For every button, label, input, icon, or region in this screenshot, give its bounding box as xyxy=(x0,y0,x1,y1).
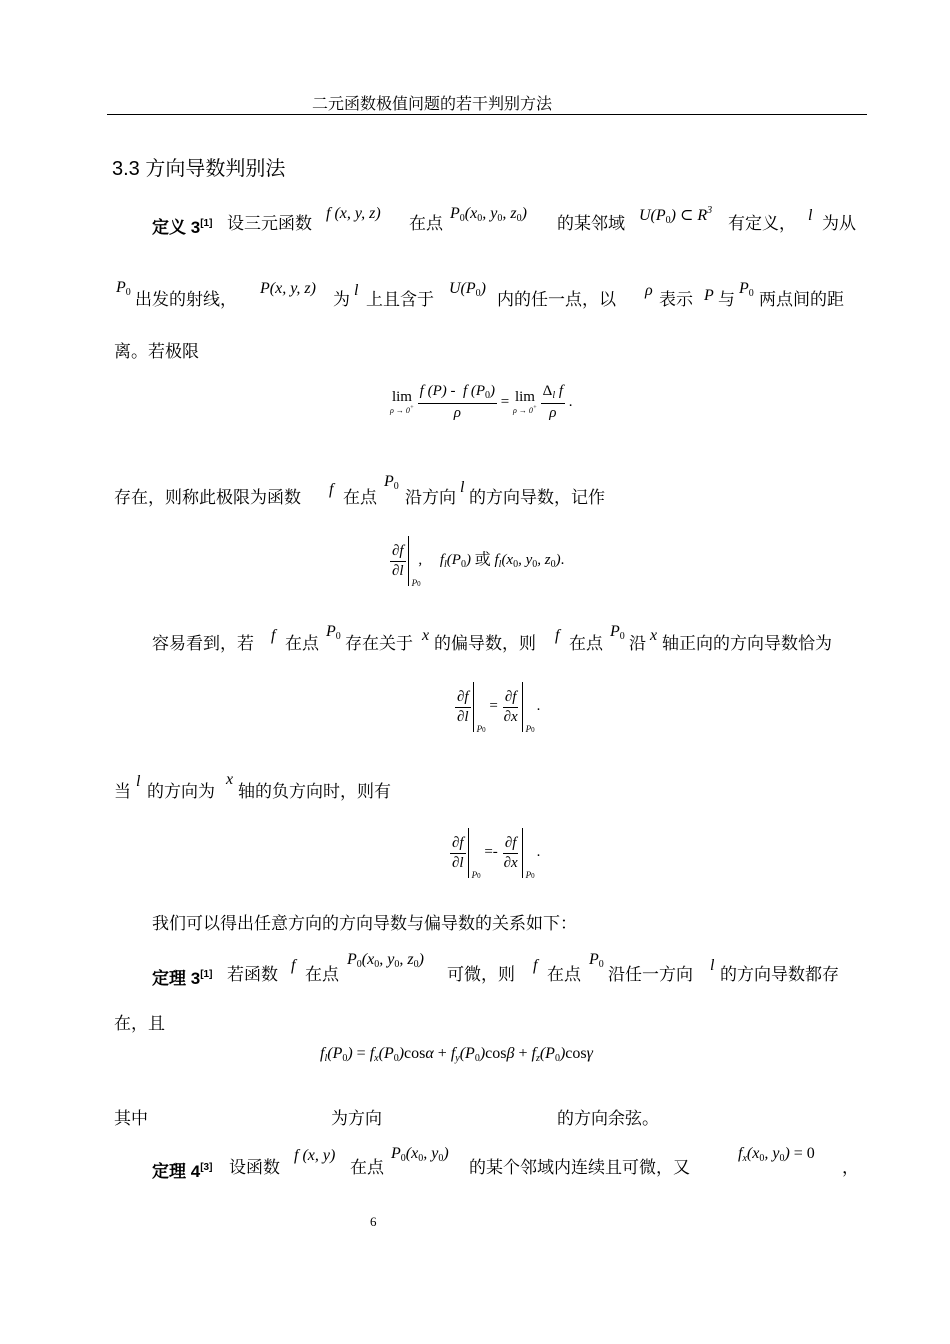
math-f-xyz: f (x, y, z) xyxy=(326,205,381,222)
thm4-text-3: 的某个邻域内连续且可微，又 xyxy=(469,1158,690,1178)
definition-3-cite: [1] xyxy=(200,218,213,229)
definition-3-label: 定义 3 xyxy=(152,218,201,237)
page-number: 6 xyxy=(370,1214,377,1229)
where-text-2: 为方向 xyxy=(331,1109,382,1129)
math-f: f xyxy=(533,957,538,974)
easy-text-4: 的偏导数，则 xyxy=(434,634,536,654)
thm4-text-1: 设函数 xyxy=(229,1158,280,1178)
def3-text-5: 为从 xyxy=(822,214,856,234)
section-heading: 3.3 方向导数判别法 xyxy=(112,158,286,180)
def3-text-7: 为 xyxy=(333,290,350,310)
easy-text-6: 沿 xyxy=(629,634,646,654)
thm3-text-2: 在点 xyxy=(305,965,339,985)
easy-text-5: 在点 xyxy=(569,634,603,654)
thm3-text-6: 的方向导数都存 xyxy=(720,965,839,985)
def3-text-13: 离。若极限 xyxy=(114,342,199,362)
theorem-3-heading xyxy=(152,964,212,989)
math-P0: $P_0$ xyxy=(384,473,399,492)
theorem-3-label: 定理 3 xyxy=(152,969,201,988)
math-P: P xyxy=(704,287,714,304)
math-l: l xyxy=(460,479,465,496)
math-P0: $P_0$ xyxy=(610,623,625,642)
def3-text-10: 表示 xyxy=(659,290,693,310)
def3-text-1: 设三元函数 xyxy=(227,214,312,234)
neg-text-3: 轴的负方向时，则有 xyxy=(238,782,391,802)
def3-text-9: 内的任一点，以 xyxy=(497,290,616,310)
def3-text-4: 有定义， xyxy=(728,214,796,234)
def3-text-11: 与 xyxy=(718,290,735,310)
math-f: f xyxy=(271,627,276,644)
thm4-text-4: ， xyxy=(842,1158,859,1178)
math-P0-xyz: $P_0(x_0$, $y_0$, $z_0$) xyxy=(450,205,527,224)
equation-negative-x: $\frac{\partial f}{\partial l}$ P0 =- $\frac{\partial f}{\partial x}$ P0 . xyxy=(450,828,540,878)
math-neighborhood: $U(P_0)$ ⊂ $R^3$ xyxy=(639,205,713,226)
thm4-text-2: 在点 xyxy=(350,1158,384,1178)
easy-text-7: 轴正向的方向导数恰为 xyxy=(662,634,832,654)
exist-text-2: 在点 xyxy=(343,488,377,508)
math-x: x xyxy=(422,627,430,644)
math-U-P0: $U(P_0)$ xyxy=(449,280,486,299)
math-x: x xyxy=(226,771,234,788)
def3-text-2: 在点 xyxy=(409,214,443,234)
running-header: 二元函数极值问题的若干判别方法 xyxy=(312,94,553,113)
theorem-4-heading xyxy=(152,1157,212,1182)
math-P0: $P_0$ xyxy=(326,623,341,642)
neg-text-1: 当 xyxy=(114,782,131,802)
def3-text-6: 出发的射线， xyxy=(135,290,237,310)
math-P0: $P_0$ xyxy=(589,951,604,970)
math-f: f xyxy=(291,957,296,974)
easy-text-3: 存在关于 xyxy=(345,634,413,654)
exist-text-4: 的方向导数，记作 xyxy=(469,488,605,508)
math-l: l xyxy=(710,957,715,974)
math-f-xy: f (x, y) xyxy=(294,1147,336,1164)
neg-text-2: 的方向为 xyxy=(147,782,215,802)
math-x: x xyxy=(650,627,658,644)
theorem-3-cite: [1] xyxy=(200,969,213,980)
def3-text-3: 的某邻域 xyxy=(557,214,625,234)
thm3-text-4: 在点 xyxy=(547,965,581,985)
math-P0: $P_0$ xyxy=(739,280,754,299)
math-P0-xy: $P_0(x_0$, $y_0$) xyxy=(391,1145,449,1164)
math-l: l xyxy=(136,773,141,790)
directional-derivative-formula: $fl(P_0) = fx(P_0)\cos\alpha + fy(P_0)\cos\beta + fz(P_0)\cos\gamma$ xyxy=(320,1045,593,1064)
math-l: l xyxy=(354,282,359,299)
equation-partial-x: $\frac{\partial f}{\partial l}$ P0 = $\frac{\partial f}{\partial x}$ P0 . xyxy=(455,682,540,732)
theorem-4-cite: [3] xyxy=(200,1162,213,1173)
math-f: f xyxy=(555,627,560,644)
easy-text-2: 在点 xyxy=(285,634,319,654)
notation-formula: $\frac{\partial f}{\partial l}$ P0 , $f_l(P_0)$ 或 $f_l(x_0$, $y_0$, $z_0$). xyxy=(390,536,564,586)
or-text: 或 xyxy=(474,549,491,569)
math-rho: ρ xyxy=(645,282,653,299)
where-text-3: 的方向余弦。 xyxy=(557,1109,659,1129)
exist-text-1: 存在，则称此极限为函数 xyxy=(114,488,301,508)
math-l: l xyxy=(808,207,813,224)
math-P0: $P_0$ xyxy=(116,279,131,298)
definition-3-line-1 xyxy=(152,213,212,238)
where-text-1: 其中 xyxy=(114,1109,148,1129)
easy-text-1: 容易看到，若 xyxy=(152,634,254,654)
math-fx-zero: $fx(x_0$, $y_0) = 0$ xyxy=(738,1145,815,1164)
thm3-text-5: 沿任一方向 xyxy=(608,965,693,985)
theorem-4-label: 定理 4 xyxy=(152,1162,201,1181)
header-rule xyxy=(107,114,867,115)
thm3-text-7: 在，且 xyxy=(114,1014,165,1034)
exist-text-3: 沿方向 xyxy=(405,488,456,508)
math-P-xyz: P(x, y, z) xyxy=(260,280,316,297)
def3-text-8: 上且含于 xyxy=(366,290,434,310)
limit-formula: lim ρ → 0+ $\frac{f (P) - f (P_0)}{\rho}$ = lim ρ → 0+ $\frac{\Delta_l f}{\rho}$ . xyxy=(390,383,573,421)
math-f: f xyxy=(329,481,334,498)
thm3-text-1: 若函数 xyxy=(227,965,278,985)
thm3-text-3: 可微，则 xyxy=(447,965,515,985)
math-P0-xyz: $P_0(x_0$, $y_0$, $z_0$) xyxy=(347,951,424,970)
relation-text: 我们可以得出任意方向的方向导数与偏导数的关系如下： xyxy=(152,914,577,934)
def3-text-12: 两点间的距 xyxy=(759,290,844,310)
